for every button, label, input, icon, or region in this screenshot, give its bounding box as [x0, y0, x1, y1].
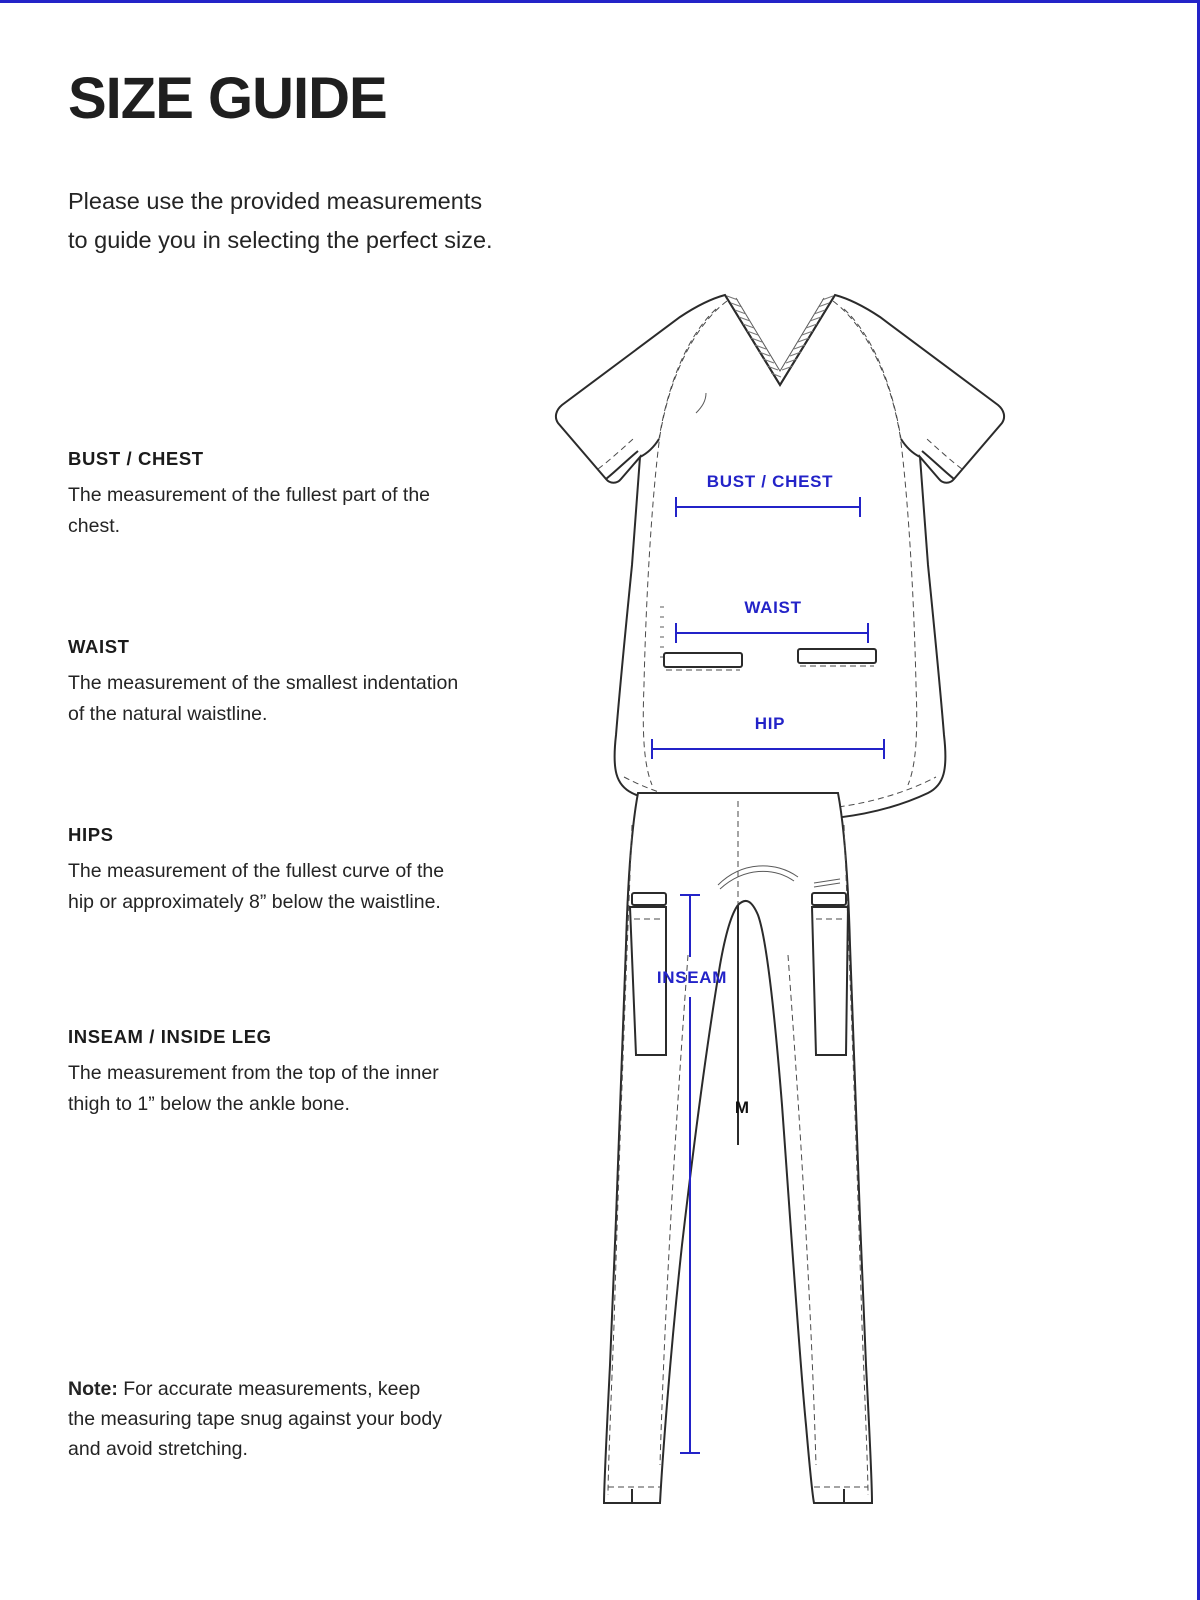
section-inseam: [68, 1026, 468, 1120]
scrub-top-illustration: [556, 295, 1004, 821]
waist-measure-label: WAIST: [744, 598, 802, 617]
note-label: Note:: [68, 1378, 118, 1400]
note-body: For accurate measurements, keep the measuring tape snug against your body and avoid stretching.: [68, 1378, 442, 1460]
inseam-measure-label: INSEAM: [656, 968, 728, 987]
section-bust-chest: [68, 448, 468, 542]
page-intro-text: Please use the provided measurements to guide you in selecting the perfect size.: [68, 188, 493, 253]
section-body: The measurement of the fullest curve of the hip or approximately 8” below the waistline.: [68, 860, 445, 913]
section-heading: INSEAM / INSIDE LEG: [68, 1026, 272, 1047]
section-body: The measurement of the fullest part of the chest.: [68, 484, 431, 537]
section-waist: [68, 636, 468, 730]
section-heading: BUST / CHEST: [68, 448, 204, 469]
section-hips: [68, 824, 468, 918]
bust-measure-label: BUST / CHEST: [706, 472, 834, 491]
section-body: The measurement from the top of the inner thigh to 1” below the ankle bone.: [68, 1062, 439, 1115]
section-heading: HIPS: [68, 824, 114, 845]
size-marker-label: M: [734, 1098, 750, 1117]
section-heading: WAIST: [68, 636, 130, 657]
note-block: [68, 1374, 448, 1464]
section-body: The measurement of the smallest indentation of the natural waistline.: [68, 672, 459, 725]
page-title: SIZE GUIDE: [68, 66, 387, 131]
hip-measure-label: HIP: [754, 714, 786, 733]
top-border-rule: [0, 0, 1200, 3]
scrubs-illustration: [520, 265, 1040, 1525]
scrub-pants-illustration: [604, 793, 872, 1503]
